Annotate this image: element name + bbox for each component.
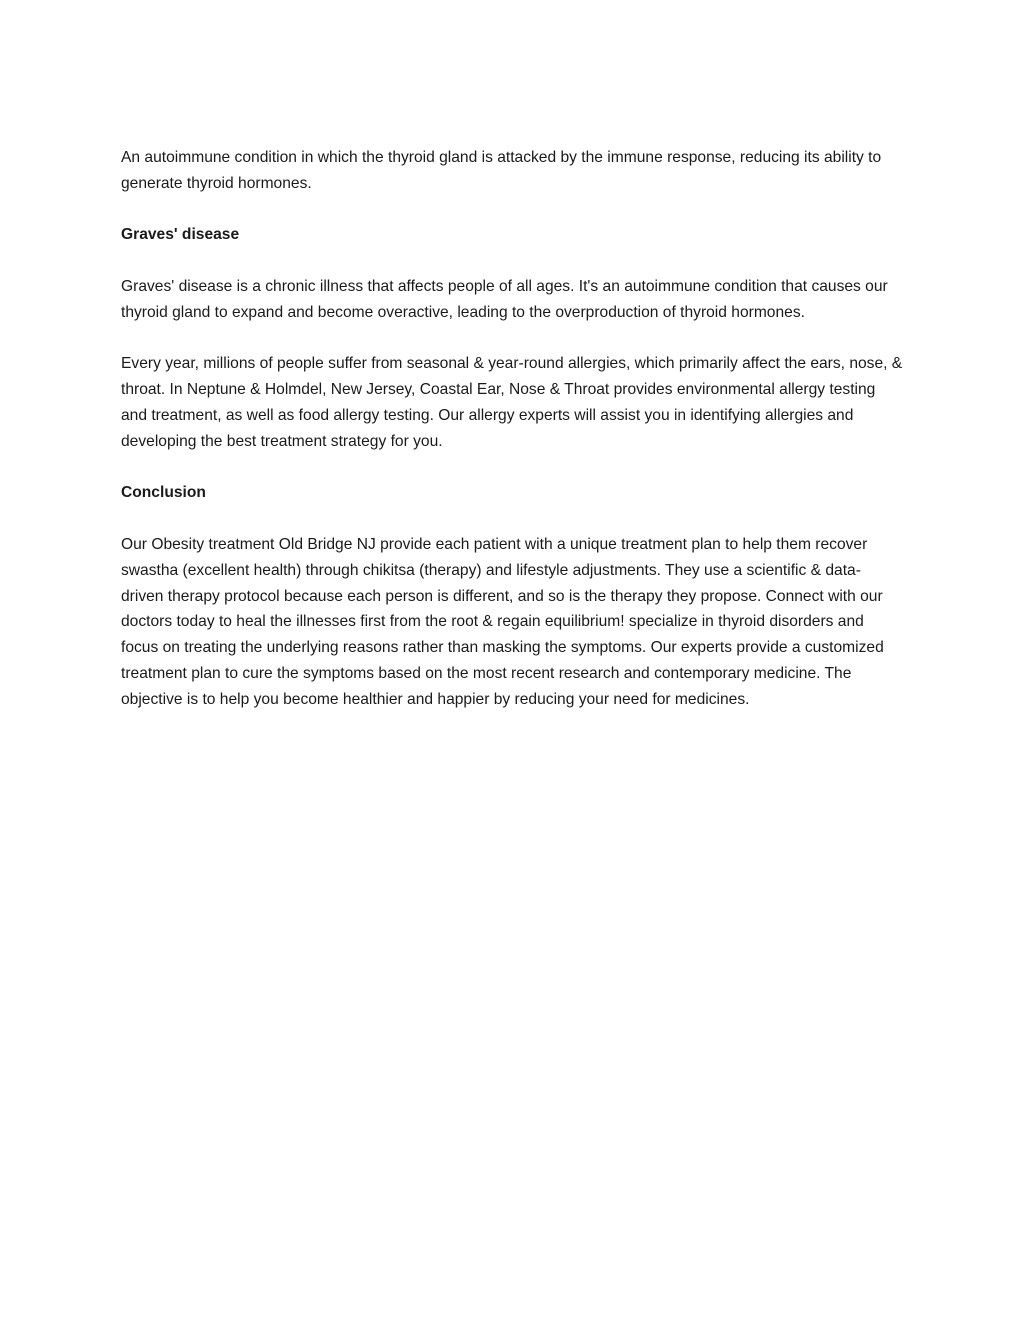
allergy-paragraph: Every year, millions of people suffer from seasonal & year-round allergies, which primarily affect the ears, nose, & throat. In Neptune & Holmdel, New Jersey, Coastal Ear, Nose & Throat provides environmental allergy testing and treatment, as well as food allergy testing. Our allergy experts will assist you in identifying allergies and developing the best treatment strategy for you. <box>121 355 903 450</box>
intro-paragraph: An autoimmune condition in which the thyroid gland is attacked by the immune response, reducing its ability to generate thyroid hormones. <box>121 149 882 192</box>
document-page <box>121 145 903 738</box>
graves-heading: Graves' disease <box>121 226 240 244</box>
conclusion-heading: Conclusion <box>121 484 206 502</box>
conclusion-paragraph: Our Obesity treatment Old Bridge NJ provide each patient with a unique treatment plan to help them recover swastha (excellent health) through chikitsa (therapy) and lifestyle adjustments. They use a scientific & data-driven therapy protocol because each person is different, and so is the therapy they propose. Connect with our doctors today to heal the illnesses first from the root & regain equilibrium! specialize in thyroid disorders and focus on treating the underlying reasons rather than masking the symptoms. Our experts provide a customized treatment plan to cure the symptoms based on the most recent research and contemporary medicine. The objective is to help you become healthier and happier by reducing your need for medicines. <box>121 535 884 708</box>
graves-paragraph: Graves' disease is a chronic illness that affects people of all ages. It's an autoimmune condition that causes our thyroid gland to expand and become overactive, leading to the overproduction of thyroid hormones. <box>121 277 888 321</box>
